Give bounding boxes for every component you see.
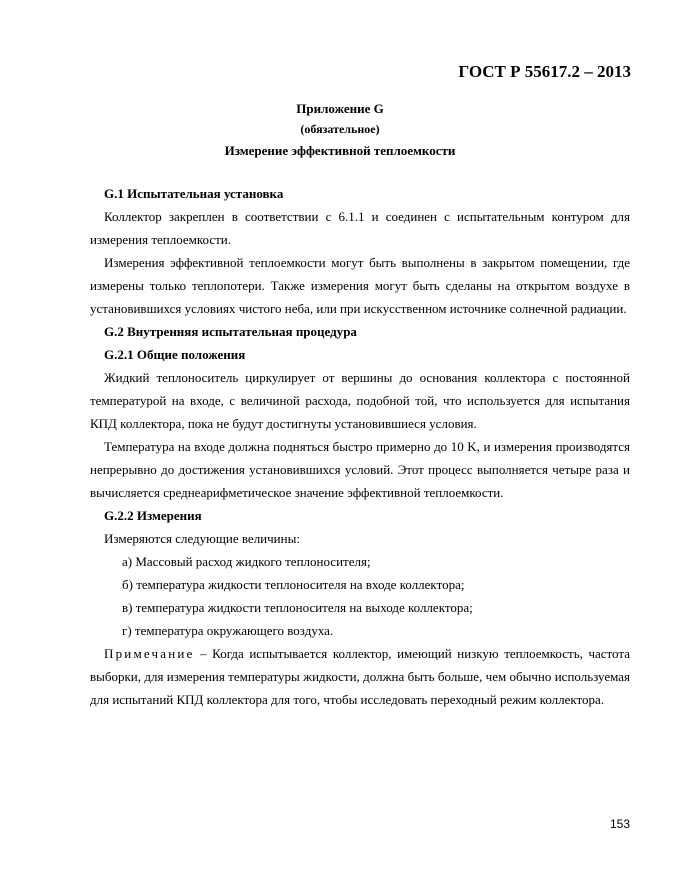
- list-item: а) Массовый расход жидкого теплоносителя;: [122, 554, 371, 569]
- list-item: г) температура окружающего воздуха.: [122, 623, 334, 638]
- paragraph: Измерения эффективной теплоемкости могут быть выполнены в закрытом помещении, где измерены только теплопотери. Также измерения могут быть сделаны на открытом воздухе в установившихся условиях чистого неба, или при искусственном источнике солнечной радиации.: [90, 255, 630, 316]
- paragraph: Коллектор закреплен в соответствии с 6.1.1 и соединен с испытательным контуром для измерения теплоемкости.: [90, 209, 630, 247]
- annex-subject: Измерение эффективной теплоемкости: [224, 143, 456, 158]
- document-body: [90, 182, 630, 711]
- annex-header: [0, 98, 680, 161]
- list-item: в) температура жидкости теплоносителя на выходе коллектора;: [122, 600, 473, 615]
- list-item: б) температура жидкости теплоносителя на входе коллектора;: [122, 577, 465, 592]
- section-heading-g2: G.2 Внутренняя испытательная процедура: [104, 324, 357, 339]
- paragraph: Жидкий теплоноситель циркулирует от вершины до основания коллектора с постоянной температурой на входе, с величиной расхода, подобной той, что используется для испытания КПД коллектора, пока не будут достигнуты установившиеся условия.: [90, 370, 630, 431]
- note-label: Примечание: [104, 646, 195, 661]
- page-number: 153: [609, 817, 630, 831]
- section-heading-g22: G.2.2 Измерения: [104, 508, 202, 523]
- section-heading-g1: G.1 Испытательная установка: [104, 186, 284, 201]
- annex-status: (обязательное): [300, 122, 380, 136]
- paragraph: Измеряются следующие величины:: [104, 531, 300, 546]
- note-text: – Когда испытывается коллектор, имеющий низкую теплоемкость, частота выборки, для измерения температуры жидкости, должна быть больше, чем обычно используемая для испытаний КПД коллектора для того, чтобы исследовать переходный режим коллектора.: [90, 646, 630, 707]
- document-code: ГОСТ Р 55617.2 – 2013: [458, 62, 631, 81]
- section-heading-g21: G.2.1 Общие положения: [104, 347, 246, 362]
- note-paragraph: [90, 642, 630, 711]
- paragraph: Температура на входе должна подняться быстро примерно до 10 K, и измерения производятся непрерывно до достижения установившихся условий. Этот процесс выполняется четыре раза и вычисляется среднеарифметическое значение эффективной теплоемкости.: [90, 439, 630, 500]
- annex-title: Приложение G: [296, 101, 384, 116]
